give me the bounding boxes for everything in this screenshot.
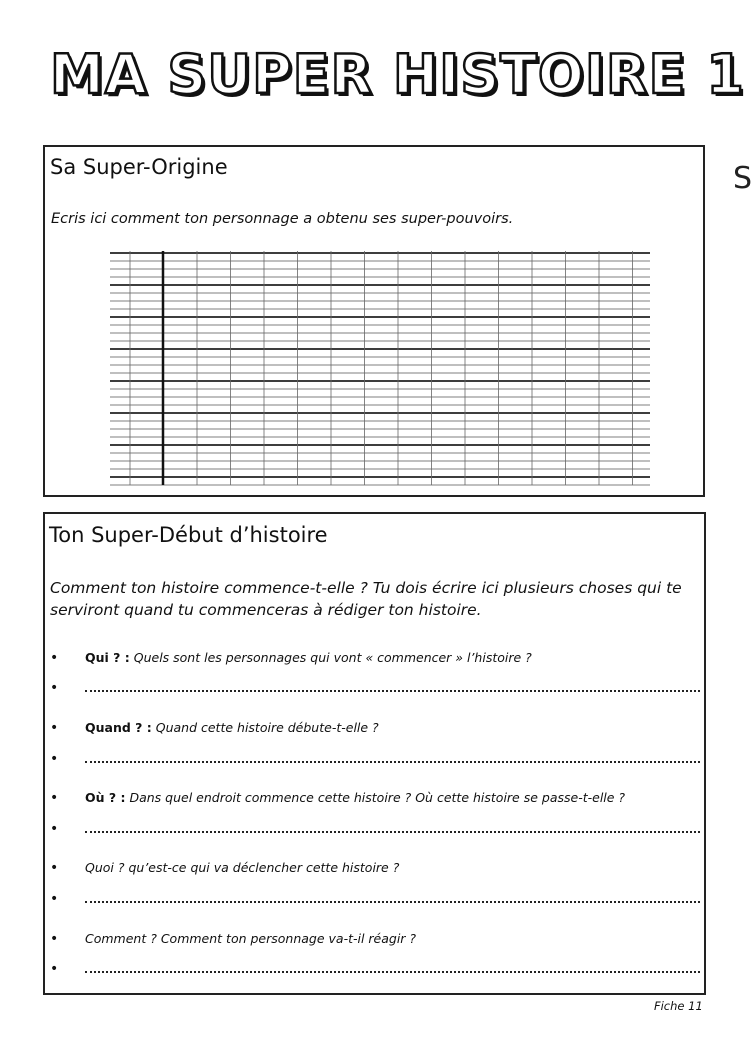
bullet: • xyxy=(50,931,59,947)
question-text: Comment ? Comment ton personnage va-t-il réagir ? xyxy=(85,931,417,946)
bullet: • xyxy=(50,961,59,977)
debut-instruction: Comment ton histoire commence-t-elle ? Tu dois écrire ici plusieurs choses qui te serviront quand tu commenceras à rédiger ton histoire. xyxy=(50,579,682,619)
seyes-writing-grid[interactable] xyxy=(110,251,650,485)
question-label: Où ? : xyxy=(85,790,126,805)
question-label: Quand ? : xyxy=(85,720,152,735)
origin-heading: Sa Super-Origine xyxy=(50,155,228,179)
dotted-answer-line[interactable] xyxy=(85,901,700,903)
answer-line-quoi[interactable] xyxy=(45,889,700,909)
question-quand xyxy=(45,718,700,738)
bullet: • xyxy=(50,790,59,806)
question-ou xyxy=(45,788,700,808)
dotted-answer-line[interactable] xyxy=(85,971,700,973)
bullet: • xyxy=(50,860,59,876)
debut-heading: Ton Super-Début d’histoire xyxy=(49,523,328,547)
question-text: Dans quel endroit commence cette histoire ? Où cette histoire se passe-t-elle ? xyxy=(125,790,626,805)
bullet: • xyxy=(50,680,59,696)
dotted-answer-line[interactable] xyxy=(85,761,700,763)
page-title: MA SUPER HISTOIRE 1 xyxy=(50,43,745,106)
question-quoi xyxy=(45,858,700,878)
origin-instruction: Ecris ici comment ton personnage a obtenu ses super-pouvoirs. xyxy=(51,211,514,227)
answer-line-quand[interactable] xyxy=(45,749,700,769)
bullet: • xyxy=(50,891,59,907)
answer-line-qui[interactable] xyxy=(45,678,700,698)
dotted-answer-line[interactable] xyxy=(85,690,700,692)
question-text: Quoi ? qu’est-ce qui va déclencher cette histoire ? xyxy=(85,860,400,875)
dotted-answer-line[interactable] xyxy=(85,831,700,833)
question-list xyxy=(45,514,704,993)
cropped-side-letter: S xyxy=(733,161,752,196)
question-label: Qui ? : xyxy=(85,650,130,665)
question-comment xyxy=(45,929,700,949)
question-text: Quand cette histoire débute-t-elle ? xyxy=(151,720,379,735)
bullet: • xyxy=(50,751,59,767)
question-qui xyxy=(45,648,700,668)
bullet: • xyxy=(50,650,59,666)
sheet-number: Fiche 11 xyxy=(654,999,703,1013)
answer-line-comment[interactable] xyxy=(45,959,700,979)
debut-box xyxy=(43,512,706,995)
question-text: Quels sont les personnages qui vont « commencer » l’histoire ? xyxy=(129,650,532,665)
answer-line-ou[interactable] xyxy=(45,819,700,839)
bullet: • xyxy=(50,821,59,837)
bullet: • xyxy=(50,720,59,736)
